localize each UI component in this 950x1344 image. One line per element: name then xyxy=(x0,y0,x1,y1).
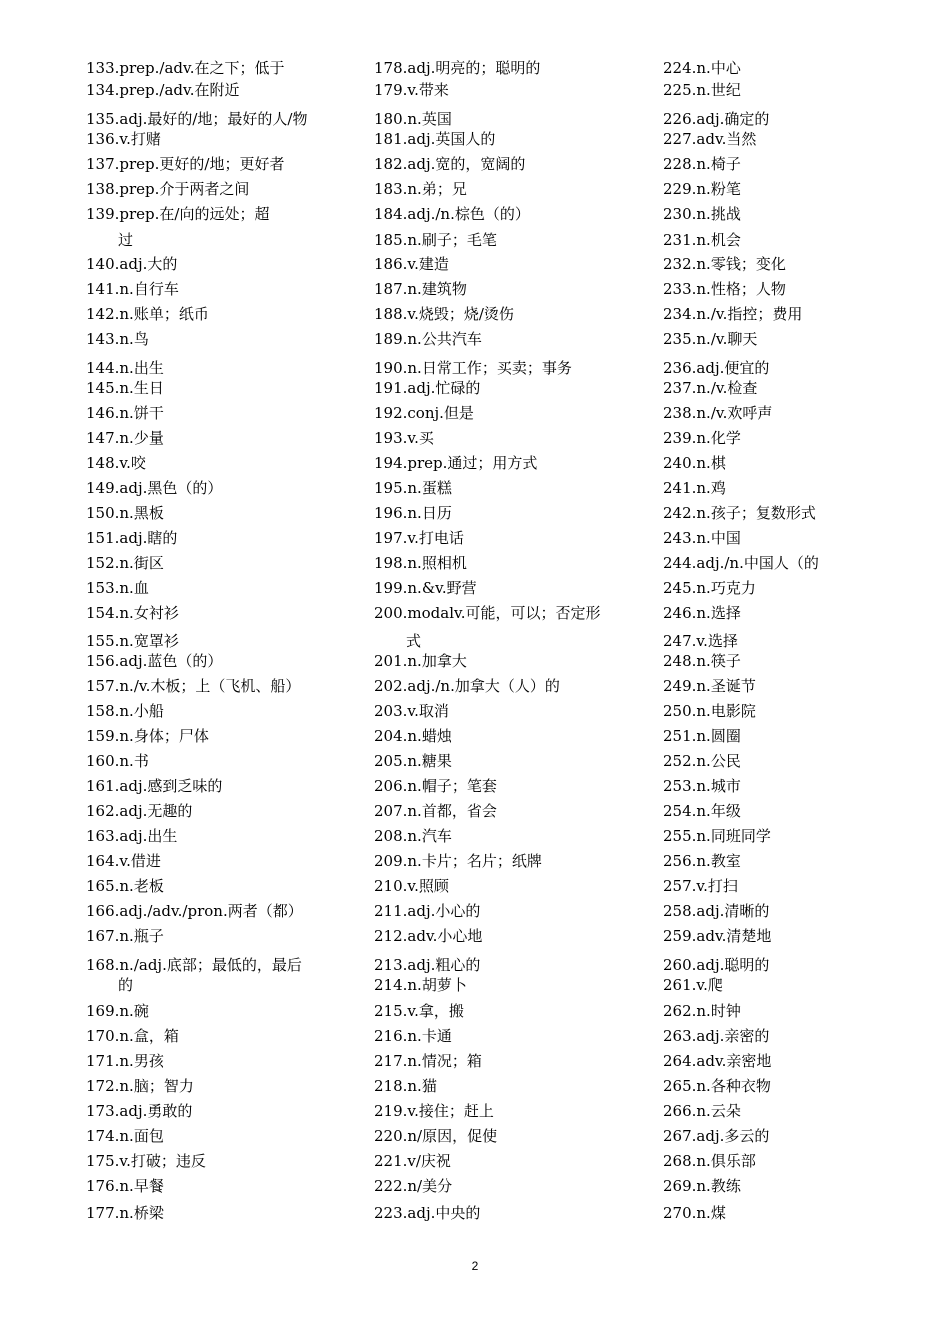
page-number: 2 xyxy=(471,1259,479,1273)
vocab-entry: 230.n.挑战 xyxy=(663,205,741,223)
vocab-entry: 222.n/美分 xyxy=(374,1177,453,1195)
vocab-entry: 267.adj.多云的 xyxy=(663,1127,770,1145)
vocab-entry: 233.n.性格；人物 xyxy=(663,280,786,298)
vocab-entry: 154.n.女衬衫 xyxy=(86,604,179,622)
vocab-entry: 240.n.棋 xyxy=(663,454,726,472)
vocab-entry: 220.n/原因，促使 xyxy=(374,1127,498,1145)
vocab-entry: 259.adv.清楚地 xyxy=(663,927,772,945)
vocab-entry: 168.n./adj.底部；最低的，最后 xyxy=(86,956,302,974)
vocab-entry: 152.n.街区 xyxy=(86,554,164,572)
vocab-entry: 250.n.电影院 xyxy=(663,702,756,720)
vocab-entry: 265.n.各种衣物 xyxy=(663,1077,771,1095)
vocab-entry: 223.adj.中央的 xyxy=(374,1204,481,1222)
vocab-entry: 203.v.取消 xyxy=(374,702,449,720)
vocab-entry: 187.n.建筑物 xyxy=(374,280,467,298)
vocab-entry: 234.n./v.指控；费用 xyxy=(663,305,803,323)
vocab-entry: 过 xyxy=(118,231,134,249)
vocab-entry: 155.n.宽罩衫 xyxy=(86,632,179,650)
vocab-entry: 189.n.公共汽车 xyxy=(374,330,482,348)
vocab-entry: 179.v.带来 xyxy=(374,81,449,99)
vocab-entry: 159.n.身体；尸体 xyxy=(86,727,209,745)
vocab-entry: 133.prep./adv.在之下；低于 xyxy=(86,59,285,77)
vocab-entry: 181.adj.英国人的 xyxy=(374,130,496,148)
vocab-entry: 253.n.城市 xyxy=(663,777,741,795)
vocab-entry: 243.n.中国 xyxy=(663,529,741,547)
vocab-entry: 138.prep.介于两者之间 xyxy=(86,180,250,198)
vocab-entry: 260.adj.聪明的 xyxy=(663,956,770,974)
vocab-entry: 160.n.书 xyxy=(86,752,149,770)
vocab-entry: 262.n.时钟 xyxy=(663,1002,741,1020)
vocab-entry: 209.n.卡片；名片；纸牌 xyxy=(374,852,542,870)
vocab-entry: 167.n.瓶子 xyxy=(86,927,164,945)
vocab-entry: 251.n.圆圈 xyxy=(663,727,741,745)
vocab-entry: 139.prep.在/向的远处；超 xyxy=(86,205,270,223)
vocab-entry: 153.n.血 xyxy=(86,579,149,597)
vocab-entry: 236.adj.便宜的 xyxy=(663,359,770,377)
vocab-entry: 241.n.鸡 xyxy=(663,479,726,497)
vocab-entry: 185.n.刷子；毛笔 xyxy=(374,231,497,249)
vocab-entry: 177.n.桥梁 xyxy=(86,1204,164,1222)
vocab-entry: 228.n.椅子 xyxy=(663,155,741,173)
vocab-entry: 169.n.碗 xyxy=(86,1002,149,1020)
vocab-entry: 239.n.化学 xyxy=(663,429,741,447)
vocab-entry: 162.adj.无趣的 xyxy=(86,802,193,820)
vocab-entry: 207.n.首都，省会 xyxy=(374,802,497,820)
vocab-entry: 216.n.卡通 xyxy=(374,1027,452,1045)
vocab-entry: 261.v.爬 xyxy=(663,976,723,994)
vocab-entry: 156.adj.蓝色（的） xyxy=(86,652,223,670)
vocab-entry: 140.adj.大的 xyxy=(86,255,178,273)
vocab-entry: 143.n.鸟 xyxy=(86,330,149,348)
vocab-entry: 201.n.加拿大 xyxy=(374,652,467,670)
vocab-entry: 149.adj.黑色（的） xyxy=(86,479,223,497)
vocab-entry: 188.v.烧毁；烧/烫伤 xyxy=(374,305,514,323)
vocab-entry: 142.n.账单；纸币 xyxy=(86,305,209,323)
vocab-entry: 214.n.胡萝卜 xyxy=(374,976,467,994)
vocab-entry: 248.n.筷子 xyxy=(663,652,741,670)
vocab-entry: 206.n.帽子；笔套 xyxy=(374,777,497,795)
vocab-entry: 196.n.日历 xyxy=(374,504,452,522)
vocab-entry: 135.adj.最好的/地；最好的人/物 xyxy=(86,110,308,128)
vocab-entry: 255.n.同班同学 xyxy=(663,827,771,845)
vocab-entry: 190.n.日常工作；买卖；事务 xyxy=(374,359,572,377)
vocab-entry: 212.adv.小心地 xyxy=(374,927,483,945)
vocab-entry: 242.n.孩子；复数形式 xyxy=(663,504,816,522)
vocab-entry: 173.adj.勇敢的 xyxy=(86,1102,193,1120)
vocab-entry: 197.v.打电话 xyxy=(374,529,464,547)
vocab-entry: 268.n.俱乐部 xyxy=(663,1152,756,1170)
vocab-entry: 176.n.早餐 xyxy=(86,1177,164,1195)
vocab-entry: 164.v.借进 xyxy=(86,852,161,870)
vocab-entry: 257.v.打扫 xyxy=(663,877,738,895)
vocab-entry: 134.prep./adv.在附近 xyxy=(86,81,240,99)
vocab-entry: 269.n.教练 xyxy=(663,1177,741,1195)
vocab-entry: 141.n.自行车 xyxy=(86,280,179,298)
vocab-entry: 211.adj.小心的 xyxy=(374,902,481,920)
vocab-entry: 170.n.盒，箱 xyxy=(86,1027,179,1045)
vocab-entry: 182.adj.宽的，宽阔的 xyxy=(374,155,526,173)
vocab-entry: 171.n.男孩 xyxy=(86,1052,164,1070)
vocab-entry: 157.n./v.木板；上（飞机、船） xyxy=(86,677,301,695)
vocab-entry: 192.conj.但是 xyxy=(374,404,474,422)
vocab-entry: 224.n.中心 xyxy=(663,59,741,77)
vocab-entry: 218.n.猫 xyxy=(374,1077,437,1095)
vocab-entry: 147.n.少量 xyxy=(86,429,164,447)
vocab-entry: 231.n.机会 xyxy=(663,231,741,249)
vocab-entry: 的 xyxy=(118,976,134,994)
vocab-entry: 254.n.年级 xyxy=(663,802,741,820)
vocab-entry: 式 xyxy=(406,632,422,650)
vocab-entry: 161.adj.感到乏味的 xyxy=(86,777,223,795)
vocab-entry: 202.adj./n.加拿大（人）的 xyxy=(374,677,560,695)
vocab-entry: 205.n.糖果 xyxy=(374,752,452,770)
vocab-entry: 249.n.圣诞节 xyxy=(663,677,756,695)
vocab-entry: 198.n.照相机 xyxy=(374,554,467,572)
vocab-entry: 217.n.情况；箱 xyxy=(374,1052,482,1070)
vocab-entry: 264.adv.亲密地 xyxy=(663,1052,772,1070)
vocab-entry: 194.prep.通过；用方式 xyxy=(374,454,538,472)
vocab-entry: 144.n.出生 xyxy=(86,359,164,377)
vocab-entry: 175.v.打破；违反 xyxy=(86,1152,206,1170)
vocab-entry: 244.adj./n.中国人（的 xyxy=(663,554,819,572)
vocab-entry: 213.adj.粗心的 xyxy=(374,956,481,974)
vocab-entry: 158.n.小船 xyxy=(86,702,164,720)
vocab-entry: 258.adj.清晰的 xyxy=(663,902,770,920)
vocab-entry: 247.v.选择 xyxy=(663,632,738,650)
vocab-entry: 232.n.零钱；变化 xyxy=(663,255,786,273)
vocab-entry: 151.adj.瞎的 xyxy=(86,529,178,547)
vocab-entry: 136.v.打赌 xyxy=(86,130,161,148)
vocab-entry: 246.n.选择 xyxy=(663,604,741,622)
vocab-entry: 163.adj.出生 xyxy=(86,827,178,845)
vocab-entry: 137.prep.更好的/地；更好者 xyxy=(86,155,285,173)
vocab-entry: 183.n.弟；兄 xyxy=(374,180,467,198)
vocab-entry: 184.adj./n.棕色（的） xyxy=(374,205,530,223)
vocab-entry: 166.adj./adv./pron.两者（都） xyxy=(86,902,303,920)
vocab-entry: 252.n.公民 xyxy=(663,752,741,770)
vocab-entry: 178.adj.明亮的；聪明的 xyxy=(374,59,541,77)
vocab-entry: 210.v.照顾 xyxy=(374,877,449,895)
vocab-entry: 225.n.世纪 xyxy=(663,81,741,99)
vocab-entry: 227.adv.当然 xyxy=(663,130,757,148)
vocab-entry: 150.n.黑板 xyxy=(86,504,164,522)
vocab-entry: 235.n./v.聊天 xyxy=(663,330,758,348)
vocab-entry: 186.v.建造 xyxy=(374,255,449,273)
vocab-entry: 165.n.老板 xyxy=(86,877,164,895)
vocab-entry: 199.n.&v.野营 xyxy=(374,579,477,597)
vocab-entry: 270.n.煤 xyxy=(663,1204,726,1222)
vocab-entry: 204.n.蜡烛 xyxy=(374,727,452,745)
vocab-entry: 229.n.粉笔 xyxy=(663,180,741,198)
vocab-entry: 174.n.面包 xyxy=(86,1127,164,1145)
vocab-entry: 193.v.买 xyxy=(374,429,434,447)
vocab-entry: 245.n.巧克力 xyxy=(663,579,756,597)
vocab-entry: 191.adj.忙碌的 xyxy=(374,379,481,397)
vocab-entry: 195.n.蛋糕 xyxy=(374,479,452,497)
vocab-entry: 148.v.咬 xyxy=(86,454,146,472)
vocab-entry: 263.adj.亲密的 xyxy=(663,1027,770,1045)
vocab-entry: 180.n.英国 xyxy=(374,110,452,128)
vocab-entry: 237.n./v.检查 xyxy=(663,379,758,397)
vocab-entry: 172.n.脑；智力 xyxy=(86,1077,194,1095)
vocab-entry: 219.v.接住；赶上 xyxy=(374,1102,494,1120)
vocab-entry: 145.n.生日 xyxy=(86,379,164,397)
vocab-entry: 215.v.拿，搬 xyxy=(374,1002,464,1020)
vocab-entry: 221.v/庆祝 xyxy=(374,1152,451,1170)
vocab-entry: 266.n.云朵 xyxy=(663,1102,741,1120)
vocab-entry: 238.n./v.欢呼声 xyxy=(663,404,773,422)
vocab-entry: 146.n.饼干 xyxy=(86,404,164,422)
vocab-entry: 200.modalv.可能，可以；否定形 xyxy=(374,604,601,622)
vocab-entry: 208.n.汽车 xyxy=(374,827,452,845)
vocab-entry: 256.n.教室 xyxy=(663,852,741,870)
vocab-entry: 226.adj.确定的 xyxy=(663,110,770,128)
